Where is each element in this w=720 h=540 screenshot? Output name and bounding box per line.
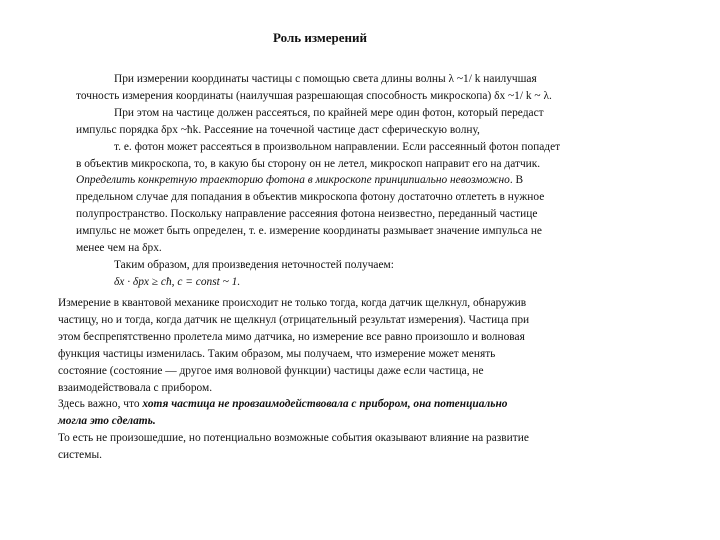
text-line: т. е. фотон может рассеяться в произвольном направлении. Если рассеянный фотон попадет [114,140,561,153]
text-line: частицу, но и тогда, когда датчик не щелкнул (отрицательный результат измерения). Частица при [58,313,530,326]
paragraph-microscope [76,71,686,291]
text-line: взаимодействовала с прибором. [58,381,213,394]
text-line: При этом на частице должен рассеяться, по крайней мере один фотон, который передаст [114,106,544,119]
bold-italic-statement: хотя частица не провзаимодействовала с прибором, она потенциально [142,398,508,411]
text-line [58,396,688,413]
text-fragment: Здесь важно, что [58,398,143,411]
text-fragment: . В [509,174,524,187]
text-line: импульс порядка δpx ~ħk. Рассеяние на точечной частице даст сферическую волну, [76,123,480,136]
paragraph-measurement [58,295,688,464]
text-line [58,413,688,430]
text-line: Измерение в квантовой механике происходит не только тогда, когда датчик щелкнул, обнаружив [58,297,527,309]
text-line [76,172,686,189]
text-line: состояние (состояние — другое имя волновой функции) частицы даже если частица, не [58,364,484,377]
bold-italic-statement-end: могла это сделать. [58,415,156,428]
text-line: предельном случае для попадания в объектив микроскопа фотону достаточно отлететь в нужное [76,191,545,204]
text-line: менее чем на δpx. [76,242,162,255]
text-line: функция частицы изменилась. Таким образом, мы получаем, что измерение может менять [58,347,496,360]
text-line: То есть не произошедшие, но потенциально возможные события оказывают влияние на развитие [58,432,529,445]
text-line: полупространство. Поскольку направление рассеяния фотона неизвестно, переданный частице [76,208,538,221]
text-line: системы. [58,449,102,462]
text-line: в объектив микроскопа, то, в какую бы сторону он не летел, микроскоп направит его на датчик. [76,157,541,170]
text-line: импульс не может быть определен, т. е. измерение координаты размывает значение импульса не [76,225,542,238]
formula-uncertainty: δx · δpx ≥ cħ, c = const ~ 1. [114,275,241,288]
text-line: Таким образом, для произведения неточностей получаем: [114,258,394,271]
italic-statement: Определить конкретную траекторию фотона в микроскопе принципиально невозможно [76,174,510,187]
text-line: При измерении координаты частицы с помощью света длины волны λ ~1/ k наилучшая [114,73,537,85]
text-line: точность измерения координаты (наилучшая разрешающая способность микроскопа) δx ~1/ k ~ λ. [76,89,552,102]
text-line: этом беспрепятственно пролетела мимо датчика, но измерение все равно произошло и волновая [58,330,525,343]
page-title: Роль измерений [273,30,367,45]
